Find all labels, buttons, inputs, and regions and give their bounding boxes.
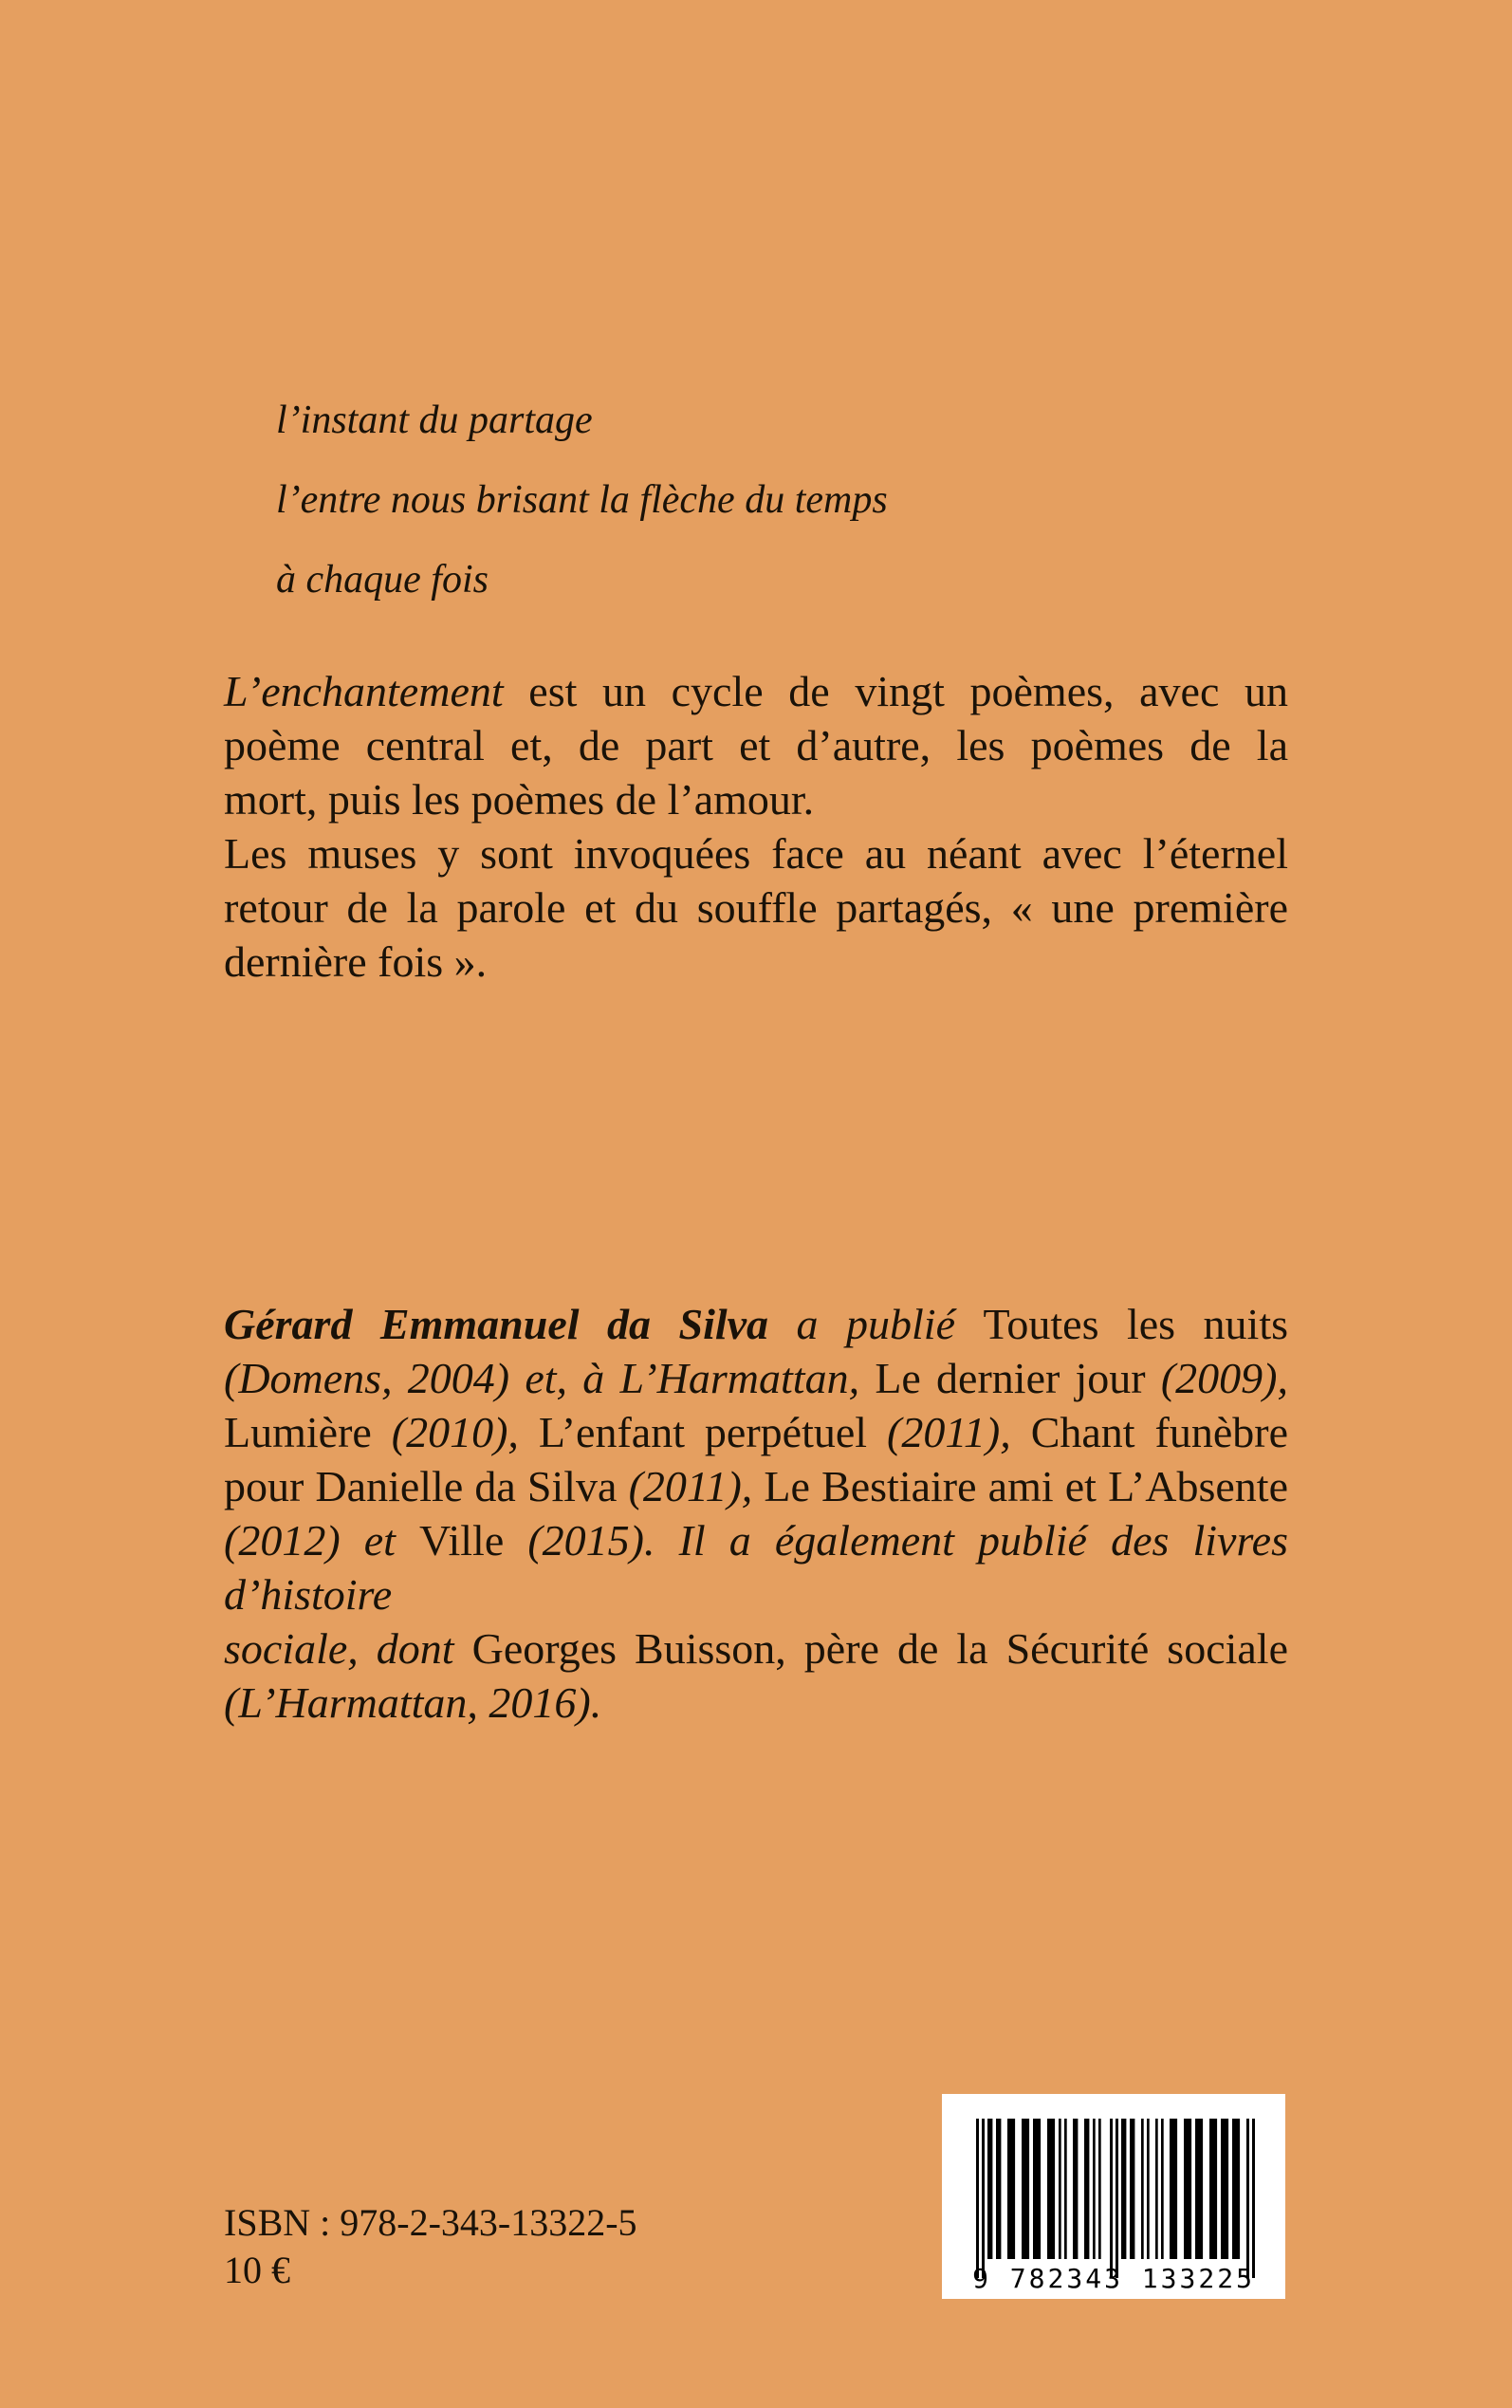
- barcode-bar: [1093, 2119, 1096, 2259]
- barcode-bar: [1184, 2119, 1191, 2259]
- barcode: [942, 2094, 1285, 2299]
- barcode-bar: [1170, 2119, 1177, 2259]
- bio-line-6: sociale, dont Georges Buisson, père de la Sécurité sociale: [224, 1624, 1289, 1673]
- barcode-digits: 9 782343 133225: [972, 2263, 1255, 2294]
- summary-line-2: poème central et, de part et d’autre, les poèmes de la: [224, 721, 1288, 769]
- barcode-bar: [1195, 2119, 1203, 2259]
- verse-line-1: l’instant du partage: [276, 398, 593, 442]
- summary-line-4: Les muses y sont invoquées face au néant avec l’éternel: [224, 829, 1288, 878]
- barcode-bar: [1232, 2119, 1240, 2259]
- barcode-bar: [1161, 2119, 1164, 2259]
- bio-line-2: (Domens, 2004) et, à L’Harmattan, Le dernier jour (2009),: [224, 1354, 1288, 1402]
- barcode-bar: [1116, 2119, 1118, 2278]
- barcode-bar: [1047, 2119, 1055, 2259]
- author-bio: [224, 1297, 1288, 1730]
- barcode-bar: [982, 2119, 985, 2278]
- barcode-bar: [1130, 2119, 1134, 2259]
- verse-line-2: l’entre nous brisant la flèche du temps: [276, 478, 888, 522]
- isbn-number: ISBN : 978-2-343-13322-5: [224, 2201, 637, 2244]
- bio-line-5: (2012) et Ville (2015). Il a également publié des livres d’histoire: [224, 1516, 1288, 1619]
- barcode-bar: [1059, 2119, 1061, 2259]
- summary-block: [224, 664, 1288, 989]
- barcode-bar: [1141, 2119, 1144, 2259]
- barcode-bar: [1110, 2119, 1113, 2278]
- author-name: Gérard Emmanuel da Silva: [224, 1300, 769, 1348]
- bio-line-3: Lumière (2010), L’enfant perpétuel (2011), Chant funèbre: [224, 1408, 1288, 1456]
- barcode-bar: [1147, 2119, 1150, 2259]
- barcode-bar: [996, 2119, 1001, 2259]
- bio-line-1: Gérard Emmanuel da Silva a publié Toutes les nuits: [224, 1300, 1289, 1348]
- summary-line-6: dernière fois ».: [224, 937, 488, 986]
- barcode-bar: [1073, 2119, 1078, 2259]
- barcode-bar: [987, 2119, 992, 2259]
- barcode-bar: [1084, 2119, 1089, 2259]
- barcode-bar: [1022, 2119, 1029, 2259]
- price: 10 €: [224, 2249, 290, 2291]
- barcode-bar: [1246, 2119, 1249, 2278]
- barcode-bar: [976, 2119, 979, 2278]
- isbn-block: [224, 2199, 637, 2294]
- bio-line-4: pour Danielle da Silva (2011), Le Bestiaire ami et L’Absente: [224, 1462, 1288, 1510]
- barcode-bar: [1007, 2119, 1015, 2259]
- summary-line-3: mort, puis les poèmes de l’amour.: [224, 775, 815, 824]
- barcode-bar: [1064, 2119, 1067, 2259]
- summary-line-5: retour de la parole et du souffle partagés, « une première: [224, 883, 1288, 932]
- barcode-bar: [1098, 2119, 1101, 2259]
- barcode-bar: [1252, 2119, 1255, 2278]
- bio-line-7: (L’Harmattan, 2016).: [224, 1678, 602, 1727]
- barcode-bar: [1155, 2119, 1158, 2259]
- barcode-bar: [1209, 2119, 1217, 2259]
- summary-line-1: L’enchantement est un cycle de vingt poèmes, avec un: [224, 667, 1289, 715]
- book-title: L’enchantement: [224, 667, 504, 715]
- barcode-bar: [1033, 2119, 1041, 2259]
- barcode-bar: [1121, 2119, 1126, 2259]
- barcode-bar: [1221, 2119, 1228, 2259]
- verse-line-3: à chaque fois: [276, 558, 489, 602]
